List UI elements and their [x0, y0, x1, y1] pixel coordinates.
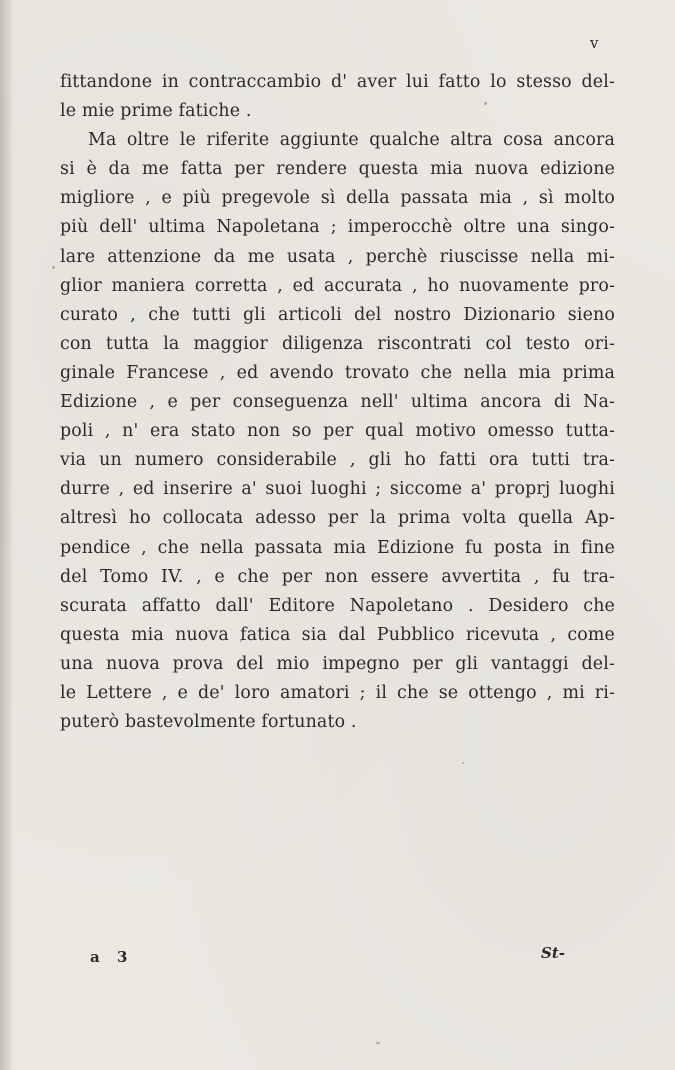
text-line: curato , che tutti gli articoli del nostro Dizionario sieno	[60, 304, 615, 325]
paper-speck	[52, 266, 55, 269]
spine-shadow	[0, 0, 14, 1070]
paper-speck	[376, 1042, 380, 1044]
text-line: altresì ho collocata adesso per la prima volta quella Ap-	[60, 508, 615, 529]
text-line: Edizione , e per conseguenza nell' ultima ancora di Na-	[60, 392, 615, 413]
text-line: durre , ed inserire a' suoi luoghi ; siccome a' proprj luoghi	[60, 479, 615, 500]
body-text	[60, 68, 615, 737]
text-line: le Lettere , e de' loro amatori ; il che se ottengo , mi ri-	[60, 682, 615, 703]
paper-speck	[462, 762, 464, 764]
text-line: Ma oltre le riferite aggiunte qualche altra cosa ancora	[88, 130, 615, 151]
text-line: si è da me fatta per rendere questa mia nuova edizione	[60, 159, 615, 180]
signature-mark: a 3	[90, 948, 134, 966]
text-line: migliore , e più pregevole sì della passata mia , sì molto	[60, 188, 615, 209]
page-number: v	[590, 34, 599, 52]
text-line: le mie prime fatiche .	[60, 101, 252, 122]
text-line: del Tomo IV. , e che per non essere avvertita , fu tra-	[60, 566, 615, 587]
text-line: poli , n' era stato non so per qual motivo omesso tutta-	[60, 421, 615, 442]
text-line: con tutta la maggior diligenza riscontrati col testo ori-	[60, 333, 615, 354]
paper-speck	[484, 102, 487, 105]
text-line: puterò bastevolmente fortunato .	[60, 712, 357, 733]
text-line: ginale Francese , ed avendo trovato che nella mia prima	[60, 362, 615, 383]
paper-speck	[240, 640, 242, 642]
text-line: una nuova prova del mio impegno per gli vantaggi del-	[60, 653, 615, 674]
text-line: glior maniera corretta , ed accurata , ho nuovamente pro-	[60, 275, 615, 296]
text-line: scurata affatto dall' Editore Napoletano . Desidero che	[60, 595, 615, 616]
text-line: pendice , che nella passata mia Edizione fu posta in fine	[60, 537, 615, 558]
text-line: fittandone in contraccambio d' aver lui fatto lo stesso del-	[60, 72, 615, 92]
text-line: via un numero considerabile , gli ho fatti ora tutti tra-	[60, 450, 615, 471]
text-line: questa mia nuova fatica sia dal Pubblico ricevuta , come	[60, 624, 615, 645]
text-line: più dell' ultima Napoletana ; imperocchè oltre una singo-	[60, 217, 615, 238]
catchword: St-	[541, 944, 565, 962]
text-line: lare attenzione da me usata , perchè riuscisse nella mi-	[60, 246, 615, 267]
